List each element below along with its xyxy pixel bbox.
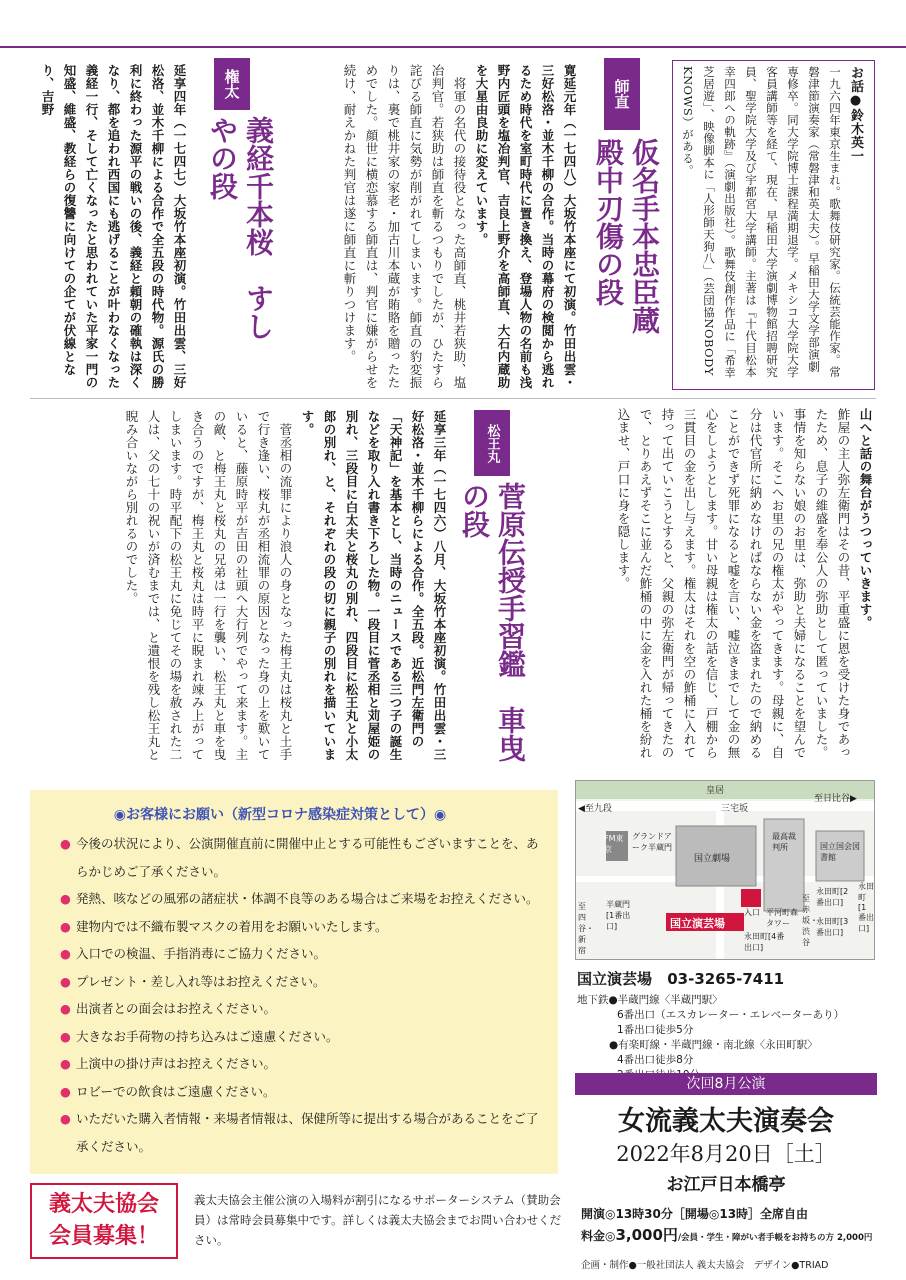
next-performance — [575, 1073, 877, 1271]
map-label-hirakawa: 平河町森タワー — [766, 908, 798, 928]
venue-map — [575, 780, 875, 960]
next-credit: 企画・制作●一般社団法人 義太夫協会 デザイン●TRIAD — [581, 1260, 829, 1271]
map-label-kudan: ◀至九段 — [578, 804, 612, 814]
map-label-hanzomon: 半蔵門[1番出口] — [606, 900, 631, 931]
covid-notice — [30, 790, 558, 1174]
sugawara-text — [40, 410, 450, 764]
next-time: 開演◎13時30分［開場◎13時］全席自由 — [581, 1207, 809, 1221]
notice-title: ◉お客様にお願い（新型コロナ感染症対策として）◉ — [113, 807, 447, 823]
sushiya-heading: 山へと話の舞台がうつっていきます。 — [858, 408, 873, 629]
notice-item: ● ロビーでの飲食はご遠慮ください。 — [60, 1078, 540, 1106]
chushingura-text — [300, 64, 580, 394]
play-title-sugawara: 菅原伝授手習鑑 車曳の段 — [458, 482, 527, 762]
map-label-court: 最高裁判所 — [772, 832, 796, 852]
notice-item: ● 出演者との面会はお控えください。 — [60, 995, 540, 1023]
map-label-entrance: 入口 — [744, 908, 760, 917]
sugawara-body: 菅丞相の流罪により浪人の身となった梅王丸は桜丸と土手で行き逢い、桜丸が丞相流罪の原因となった身の上を歎いていると、藤原時平が吉田の社頭へ大行列でやって来ます。主の敵、と梅王丸と桜丸の兄弟は一行を襲い、松王丸と車を曳き合うのですが、梅王丸と桜丸は時平に睨まれ竦み上がってしまいます。時平配下の松王丸に免じてその場を赦された二人は、父の七十の祝いが済むまでは、と遺恨を残し松王丸と睨み合いながら別れるのでした。 — [124, 410, 293, 761]
map-label-akasaka: 至赤坂・渋谷 — [802, 894, 818, 947]
play-title-chushingura: 仮名手本忠臣蔵 殿中刃傷の段 — [592, 138, 661, 362]
speaker-bio-text: 一九六四年東京生まれ。歌舞伎研究家。伝統芸能作家。常磐津節演奏家（常磐津和英太夫）。早稲田大学文学部演劇専修卒。同大学院博士課程満期退学。メキシコ大学院大学客員講師等を経て、現在、早稲田大学演劇博物館招聘研究員、聖学院大学及び宇都宮大学講師。主著は『十代目松本幸四郎への軌跡』（演劇出版社）。歌舞伎創作作品に「希幸芝居遊」、映像脚本に「人形師天狗八」（芸団協NOBODY KNOWS）がある。 — [681, 66, 842, 379]
notice-item: ● 上演中の掛け声はお控えください。 — [60, 1050, 540, 1078]
access-line: ●有楽町線・半蔵門線・南北線〈永田町駅〉 — [609, 1039, 818, 1051]
notice-item: ● 今後の状況により、公演開催直前に開催中止とする可能性もございますことを、あらかじめご了承ください。 — [60, 830, 540, 885]
recruit-line2: 会員募集！ — [48, 1224, 159, 1249]
notice-item: ● プレゼント・差し入れ等はお控えください。 — [60, 968, 540, 996]
access-line: 1番出口徒歩5分 — [617, 1024, 694, 1036]
play-title-senbonzakura: 義経千本桜 すしやの段 — [206, 116, 275, 340]
notice-item: ● いただいた購入者情報・来場者情報は、保健所等に提出する場合があることをご了承ください。 — [60, 1105, 540, 1160]
next-price: 3,000円 — [615, 1226, 678, 1244]
venue-phone: 03-3265-7411 — [667, 970, 785, 988]
role-tag-gonta: 権太 — [214, 58, 250, 110]
sushiya-text — [560, 408, 876, 764]
map-label-grand-ark: グランドアーク半蔵門 — [632, 832, 672, 852]
venue-line — [577, 968, 877, 989]
next-price-label: 料金◎ — [581, 1229, 616, 1243]
senbonzakura-lead: 延享四年（一七四七）大坂竹本座初演。竹田出雲、三好松洛、並木千柳による合作で全五段の時代物。源氏の勝利に終わった源平の戦いの後、義経と頼朝の確執は深くなり、都を追われ西国にも逃げることが叶わなくなった義経一行、そして亡くなったと思われていた平家一門の知盛、維盛、教経らの復讐に向けての企てが伏線となり、吉野 — [40, 64, 187, 389]
map-label-fm: FM東京 — [604, 834, 624, 854]
senbonzakura-text — [40, 64, 190, 394]
map-label-nagatacho4: 永田町[4番出口] — [744, 932, 785, 952]
map-label-nagatacho1: 永田町[1番出口] — [858, 882, 874, 933]
access-info — [577, 968, 877, 1083]
next-banner: 次回8月公演 — [575, 1073, 877, 1095]
notice-list — [60, 830, 540, 1160]
next-price-line — [575, 1224, 877, 1245]
venue-name: 国立演芸場 — [577, 970, 653, 988]
member-recruit-badge — [30, 1183, 178, 1259]
next-title: 女流義太夫演奏会 — [618, 1106, 834, 1137]
notice-item: ● 入口での検温、手指消毒にご協力ください。 — [60, 940, 540, 968]
top-rule — [0, 46, 906, 48]
recruit-text: 義太夫協会主催公演の入場料が割引になるサポーターシステム（賛助会員）は常時会員募集中です。詳しくは義太夫協会までお問い合わせください。 — [194, 1193, 562, 1247]
map-label-theatre: 国立劇場 — [694, 854, 731, 864]
map-label-nagatacho2: 永田町[2番出口] — [816, 887, 849, 907]
chushingura-body: 将軍の名代の接待役となった高師直、桃井若狭助、塩冶判官。若狭助は師直を斬るつもりでしたが、ひたすら詫びる師直に気勢が削がれてしまいます。師直の豹変振りは、裏で桃井家の家老・加古川本蔵が賄賂を贈ったためでした。顔世に横恋慕する師直は、判官に嫌がらせを続け、耐えかねた判官は遂に師直に斬りつけます。 — [342, 64, 467, 389]
notice-item: ● 発熱、咳などの風邪の諸症状・体調不良等のある場合はご来場をお控えください。 — [60, 885, 540, 913]
map-label-nagatacho3: 永田町[3番出口] — [816, 917, 849, 937]
access-line: 4番出口徒歩8分 — [617, 1054, 694, 1066]
role-tag-moronao: 師直 — [604, 58, 640, 130]
map-label-yotsuya: 至四谷・新宿 — [578, 902, 594, 955]
recruit-line1: 義太夫協会 — [48, 1192, 159, 1217]
map-label-kokyo: 皇居 — [706, 786, 725, 796]
map-label-sanzaka: 三宅坂 — [721, 804, 749, 814]
section-divider — [30, 398, 876, 399]
map-label-diet-lib: 国立国会図書館 — [820, 842, 860, 862]
chushingura-lead: 寛延元年（一七四八）大坂竹本座にて初演。竹田出雲・三好松洛・並木千柳の合作。当時の幕府の検閲から逃れるため時代を室町時代に置き換え、登場人物の名前も浅野内匠頭を塩冶判官、吉良上野介を高師直、大石内蔵助を大星由良助に変えています。 — [474, 64, 577, 389]
notice-item: ● 大きなお手荷物の持ち込みはご遠慮ください。 — [60, 1023, 540, 1051]
sushiya-body: 鮓屋の主人弥左衛門はその昔、平重盛に恩を受けた身であったため、息子の維盛を奉公人の弥助として匿っていました。事情を知らない娘のお里は、弥助と夫婦になることを望んでいます。そこへお里の兄の権太がやってきます。母親に、自分は代官所に納めなければならない金を盗まれたので納めることができず死罪になると嘘を言い、嘘泣きまでして金の無心をしようとします。甘い母親は権太の話を信じ、戸棚から三貫目の金を出し与えます。権太はそれを空の鮓桶に入れて持って出ていこうとすると、父親の弥左衛門が帰ってきたので、とりあえずそこに並んだ鮓桶の中に金を入れた桶を紛れ込ませ、戸口に身を隠します。 — [616, 408, 851, 759]
access-line: 地下鉄●半蔵門線〈半蔵門駅〉 — [577, 994, 723, 1006]
sugawara-lead: 延享三年（一七四六）八月、大坂竹本座初演。竹田出雲・三好松洛・並木千柳らによる合作。全五段。近松門左衛門の「天神記」を基本とし、当時のニュースである三つ子の誕生などを取り入れ書き下ろした物。一段目に菅丞相と苅屋姫の別れ、三段目に白太夫と桜丸の別れ、四段目に松王丸と小太郎の別れ、と、それぞれの段の切に親子の別れを描いています。 — [300, 410, 447, 761]
access-lines — [577, 993, 877, 1083]
speaker-bio — [680, 66, 866, 384]
speaker-heading: お話●鈴木英一 — [848, 66, 863, 163]
access-line: 6番出口（エスカレーター・エレベーターあり） — [617, 1009, 845, 1021]
map-label-hibiya: 至日比谷▶ — [814, 794, 857, 804]
map-label-highlight: 国立演芸場 — [670, 917, 725, 930]
next-date: 2022年8月20日［土］ — [616, 1142, 836, 1166]
next-price-note: /会員・学生・障がい者手帳をお持ちの方 2,000円 — [677, 1233, 873, 1243]
notice-item: ● 建物内では不織布製マスクの着用をお願いいたします。 — [60, 913, 540, 941]
role-tag-matsuomaru: 松王丸 — [474, 410, 510, 476]
next-venue: お江戸日本橋亭 — [666, 1175, 786, 1195]
